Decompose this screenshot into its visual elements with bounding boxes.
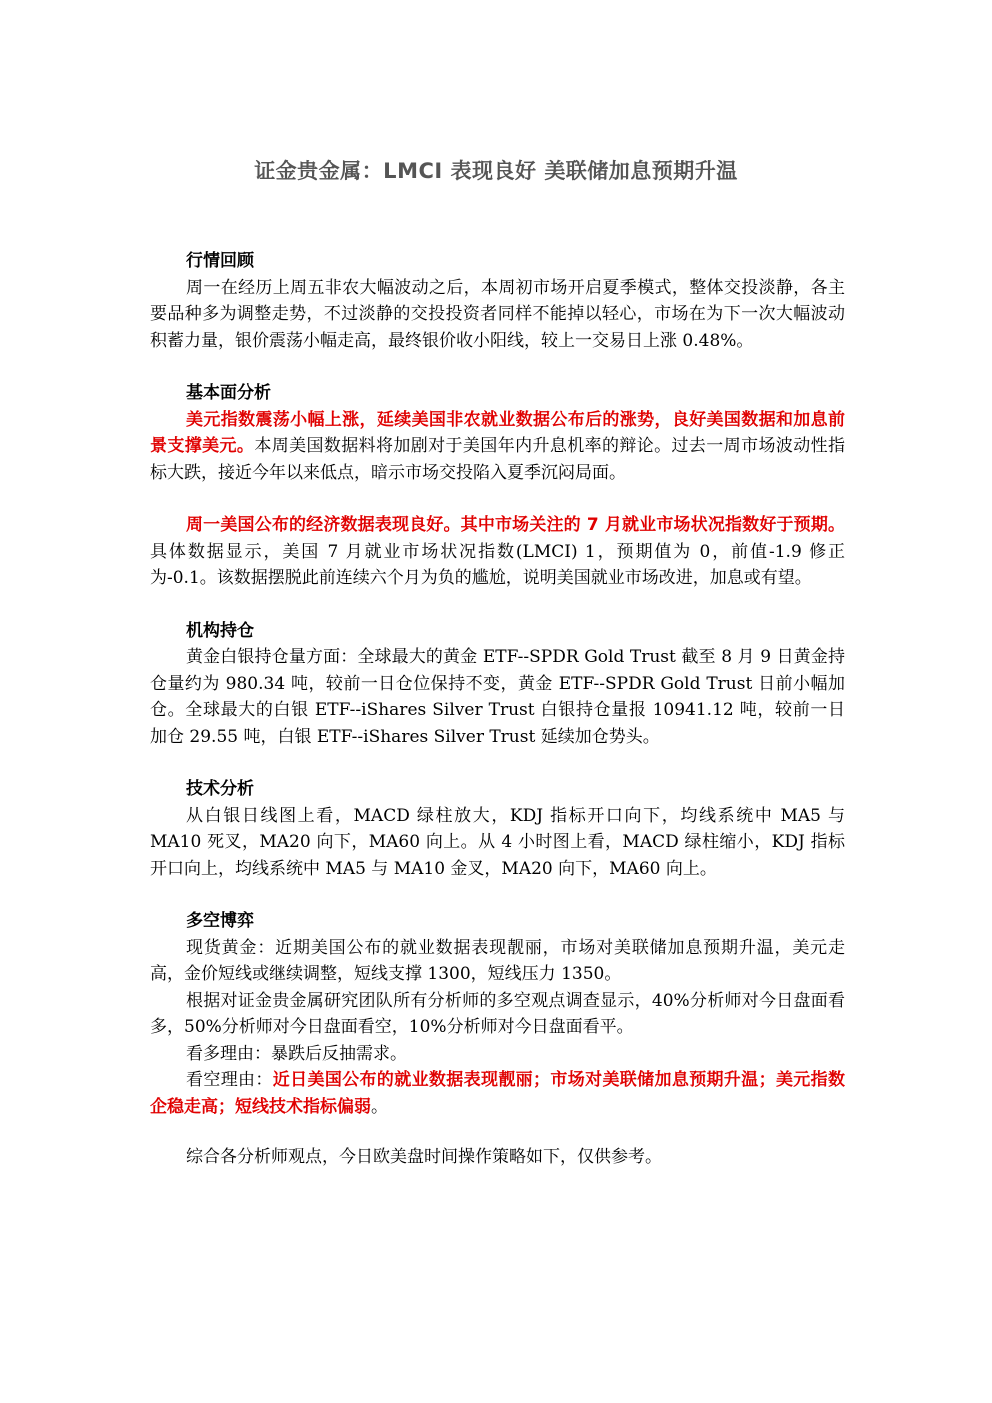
- heading-long-short: 多空博弈: [186, 911, 254, 931]
- positions-paragraph: 黄金白银持仓量方面：全球最大的黄金 ETF--SPDR Gold Trust 截至 8 月 9 日黄金持仓量约为 980.34 吨，较前一日仓位保持不变，黄金 ETF--SPDR Gold Trust 日前小幅加仓。全球最大的白银 ETF--iShares Silver Trust 白银持仓量报 10941.12 吨，较前一日加仓 29.55 吨，白银 ETF--iShares Silver Trust 延续加仓势头。: [150, 647, 845, 747]
- heading-fundamentals: 基本面分析: [186, 383, 271, 403]
- closing-paragraph: 综合各分析师观点，今日欧美盘时间操作策略如下，仅供参考。: [186, 1147, 662, 1167]
- long-short-paragraph-1: 现货黄金：近期美国公布的就业数据表现靓丽，市场对美联储加息预期升温，美元走高，金价短线或继续调整，短线支撑 1300，短线压力 1350。: [150, 937, 845, 984]
- document-title: 证金贵金属：LMCI 表现良好 美联储加息预期升温: [254, 159, 738, 183]
- section-spacer: [150, 354, 845, 380]
- long-short-paragraph-2: 根据对证金贵金属研究团队所有分析师的多空观点调查显示，40%分析师对今日盘面看多，50%分析师对今日盘面看空，10%分析师对今日盘面看平。: [150, 990, 845, 1037]
- fundamentals-highlight-1: 美元指数震荡小幅上涨，延续美国非农就业数据公布后的涨势，良好美国数据和加息前景支撑美元。: [150, 409, 845, 456]
- heading-market-review: 行情回顾: [186, 251, 254, 271]
- fundamentals-text-2: 具体数据显示，美国 7 月就业市场状况指数(LMCI) 1，预期值为 0，前值-1.9 修正为-0.1。该数据摆脱此前连续六个月为负的尴尬，说明美国就业市场改进，加息或有望。: [150, 541, 845, 588]
- section-spacer: [150, 750, 845, 776]
- long-short-paragraph-4: [150, 1067, 845, 1120]
- technical-paragraph: 从白银日线图上看，MACD 绿柱放大，KDJ 指标开口向下，均线系统中 MA5 与 MA10 死叉，MA20 向下，MA60 向上。从 4 小时图上看，MACD 绿柱缩小，KDJ 指标开口向上，均线系统中 MA5 与 MA10 金叉，MA20 向下，MA60 向上。: [150, 805, 845, 879]
- long-short-paragraph-3: 看多理由：暴跌后反抽需求。: [186, 1043, 407, 1064]
- fundamentals-paragraph-1: [150, 407, 845, 487]
- bearish-reason-end: 。: [371, 1096, 388, 1117]
- fundamentals-highlight-2: 周一美国公布的经济数据表现良好。其中市场关注的 7 月就业市场状况指数好于预期。: [186, 515, 845, 535]
- bearish-reason-highlight: 近日美国公布的就业数据表现靓丽；市场对美联储加息预期升温；美元指数企稳走高；短线技术指标偏弱: [150, 1070, 846, 1117]
- fundamentals-text-1: 本周美国数据料将加剧对于美国年内升息机率的辩论。过去一周市场波动性指标大跌，接近今年以来低点，暗示市场交投陷入夏季沉闷局面。: [150, 436, 846, 483]
- bearish-reason-label: 看空理由：: [186, 1070, 273, 1090]
- fundamentals-paragraph-2: [150, 512, 845, 592]
- market-review-paragraph: 周一在经历上周五非农大幅波动之后，本周初市场开启夏季模式，整体交投淡静，各主要品种多为调整走势，不过淡静的交投投资者同样不能掉以轻心，市场在为下一次大幅波动积蓄力量，银价震荡小幅走高，最终银价收小阳线，较上一交易日上涨 0.48%。: [150, 277, 845, 351]
- heading-technical: 技术分析: [186, 779, 254, 799]
- section-spacer: [150, 592, 845, 618]
- section-spacer: [150, 1120, 845, 1144]
- section-spacer: [150, 882, 845, 908]
- document-body: [150, 248, 845, 1171]
- section-spacer: [150, 486, 845, 512]
- heading-positions: 机构持仓: [186, 620, 254, 641]
